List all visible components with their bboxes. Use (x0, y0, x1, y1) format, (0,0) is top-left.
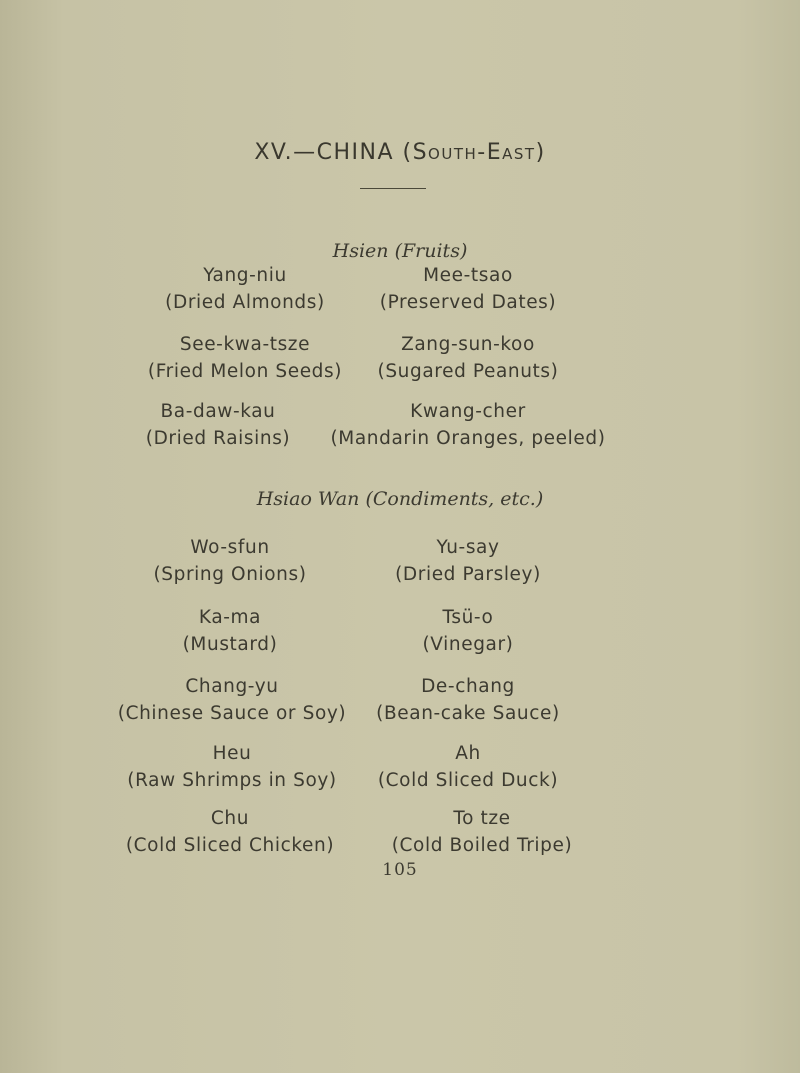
page-heading (0, 140, 800, 165)
heading-region: South-East (412, 140, 536, 165)
condiments-section-title (0, 488, 800, 510)
condiment-entry (126, 805, 334, 859)
fruit-entry (330, 398, 605, 452)
condiment-desc: (Cold Sliced Chicken) (125, 835, 335, 856)
fruit-desc: (Dried Almonds) (165, 292, 325, 313)
condiment-entry (395, 534, 541, 588)
condiment-name: Yu-say (436, 537, 500, 558)
condiment-name: Wo-sfun (190, 537, 270, 558)
fruit-desc: (Fried Melon Seeds) (147, 361, 343, 382)
page-number: 105 (382, 860, 418, 880)
condiment-desc: (Mustard) (182, 634, 278, 655)
condiments-title: Hsiao Wan (256, 488, 360, 510)
condiment-name: Ah (455, 743, 481, 764)
fruit-name: Mee-tsao (423, 265, 513, 286)
condiment-desc: (Chinese Sauce or Soy) (117, 703, 347, 724)
condiment-name: De-chang (421, 676, 515, 697)
fruit-desc: (Mandarin Oranges, peeled) (330, 428, 606, 449)
fruit-entry (378, 331, 559, 385)
heading-suffix: ) (535, 140, 546, 165)
heading-divider (360, 188, 426, 189)
fruit-desc: (Preserved Dates) (379, 292, 557, 313)
condiment-desc: (Bean-cake Sauce) (376, 703, 560, 724)
fruit-name: Zang-sun-koo (401, 334, 535, 355)
fruit-name: Yang-niu (203, 265, 287, 286)
condiment-entry (378, 740, 558, 794)
condiment-desc: (Spring Onions) (153, 564, 307, 585)
condiments-title-paren: (Condiments, etc.) (365, 488, 544, 510)
condiment-name: Ka-ma (198, 607, 262, 628)
condiment-entry (153, 534, 306, 588)
condiment-desc: (Raw Shrimps in Soy) (127, 770, 337, 791)
condiment-name: Chang-yu (185, 676, 279, 697)
fruits-title-paren: (Fruits) (394, 240, 468, 262)
condiment-entry (376, 673, 560, 727)
condiment-desc: (Cold Sliced Duck) (377, 770, 559, 791)
condiment-entry (422, 604, 513, 658)
fruit-entry (380, 262, 556, 316)
fruits-section-title (0, 240, 800, 262)
fruit-entry (148, 331, 342, 385)
condiment-entry (392, 805, 573, 859)
fruit-name: See-kwa-tsze (179, 334, 311, 355)
condiment-name: Chu (210, 808, 250, 829)
fruits-title: Hsien (332, 240, 389, 262)
condiment-desc: (Vinegar) (422, 634, 514, 655)
fruit-entry (165, 262, 325, 316)
condiment-name: To tze (453, 808, 511, 829)
condiment-desc: (Cold Boiled Tripe) (391, 835, 573, 856)
condiment-desc: (Dried Parsley) (395, 564, 541, 585)
fruit-name: Ba-daw-kau (160, 401, 276, 422)
heading-prefix: XV.—CHINA ( (254, 140, 413, 165)
fruit-entry (146, 398, 291, 452)
condiment-entry (183, 604, 278, 658)
condiment-entry (118, 673, 346, 727)
fruit-name: Kwang-cher (410, 401, 526, 422)
condiment-entry (127, 740, 336, 794)
condiment-name: Tsü-o (442, 607, 494, 628)
fruit-desc: (Sugared Peanuts) (377, 361, 559, 382)
condiment-name: Heu (212, 743, 252, 764)
fruit-desc: (Dried Raisins) (145, 428, 291, 449)
